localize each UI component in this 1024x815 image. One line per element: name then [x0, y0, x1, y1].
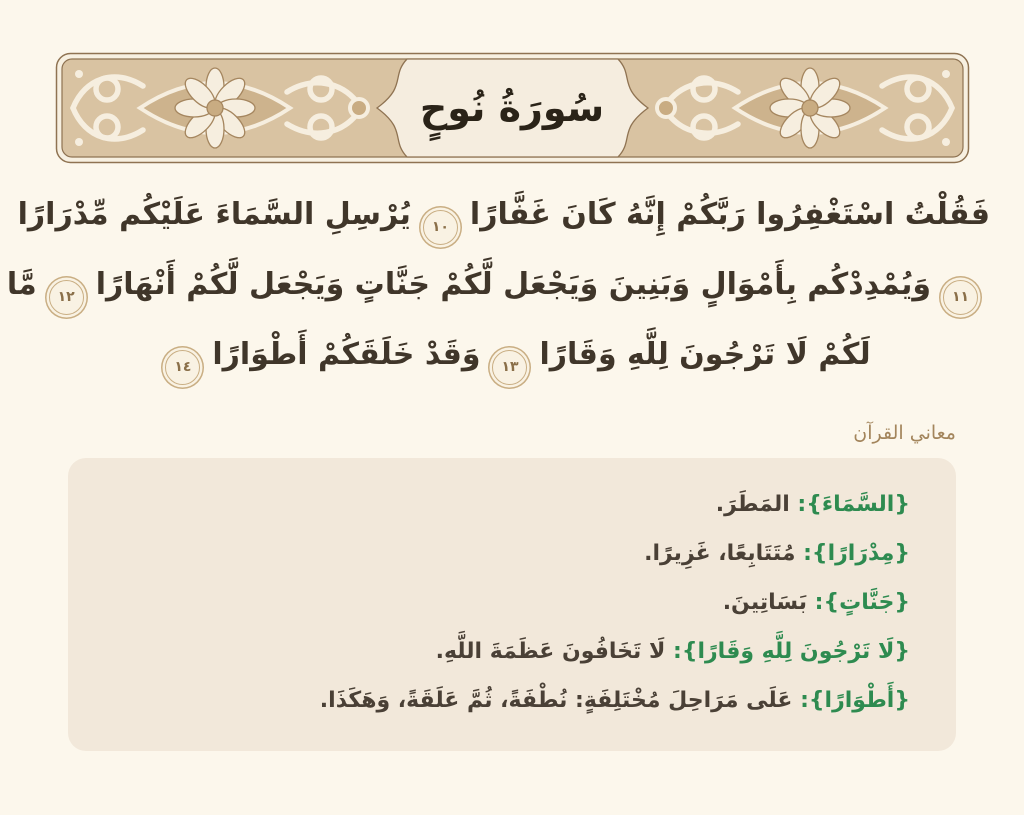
ayah-number-medallion: ١٠: [423, 210, 458, 245]
ayah-text: فَقُلْتُ اسْتَغْفِرُوا رَبَّكُمْ إِنَّهُ كَانَ غَفَّارًا: [469, 197, 990, 232]
meanings-section-label: معاني القرآن: [853, 422, 956, 444]
ornamental-frame: [55, 52, 970, 164]
definition-text: المَطَرَ.: [715, 492, 790, 517]
definition-text: عَلَى مَرَاحِلَ مُخْتَلِفَةٍ: نُطْفَةً، ثُمَّ عَلَقَةً، وَهَكَذَا.: [319, 688, 793, 713]
quran-line-2: [6, 250, 990, 320]
definition-text: لَا تَخَافُونَ عَظَمَةَ اللَّهِ.: [435, 639, 666, 664]
meanings-box: [68, 458, 956, 751]
quran-line-3: [34, 320, 990, 390]
title-panel: [377, 59, 648, 157]
surah-title: سُورَةُ نُوحٍ: [419, 86, 605, 130]
definition-term: {جَنَّاتٍ}:: [814, 590, 910, 615]
definition-row: [98, 627, 910, 676]
quran-line-1: [17, 180, 990, 250]
ayah-number-medallion: ١١: [943, 280, 978, 315]
definition-row: [98, 578, 910, 627]
surah-header-band: [55, 52, 970, 164]
definition-term: {السَّمَاءَ}:: [797, 492, 910, 517]
definition-row: [98, 480, 910, 529]
quran-text-block: [6, 180, 990, 390]
ayah-text: لَكُمْ لَا تَرْجُونَ لِلَّهِ وَقَارًا: [539, 337, 871, 372]
definition-text: مُتَتَابِعًا، غَزِيرًا.: [644, 541, 796, 566]
ayah-number-medallion: ١٢: [49, 280, 84, 315]
definition-term: {لَا تَرْجُونَ لِلَّهِ وَقَارًا}:: [673, 639, 910, 664]
ayah-text: يُرْسِلِ السَّمَاءَ عَلَيْكُم مِّدْرَارًا: [17, 197, 411, 232]
definition-text: بَسَاتِينَ.: [722, 590, 807, 615]
ayah-number-medallion: ١٤: [165, 350, 200, 385]
ayah-text: وَقَدْ خَلَقَكُمْ أَطْوَارًا: [212, 337, 481, 372]
definition-row: [98, 529, 910, 578]
ayah-text: مَّا: [6, 267, 37, 302]
definition-row: [98, 676, 910, 725]
definition-term: {مِدْرَارًا}:: [803, 541, 910, 566]
definition-term: {أَطْوَارًا}:: [800, 688, 910, 713]
ayah-number-medallion: ١٣: [492, 350, 527, 385]
ayah-text: وَيُمْدِدْكُم بِأَمْوَالٍ وَبَنِينَ وَيَجْعَل لَّكُمْ جَنَّاتٍ وَيَجْعَل لَّكُمْ أَنْهَارًا: [95, 267, 931, 302]
